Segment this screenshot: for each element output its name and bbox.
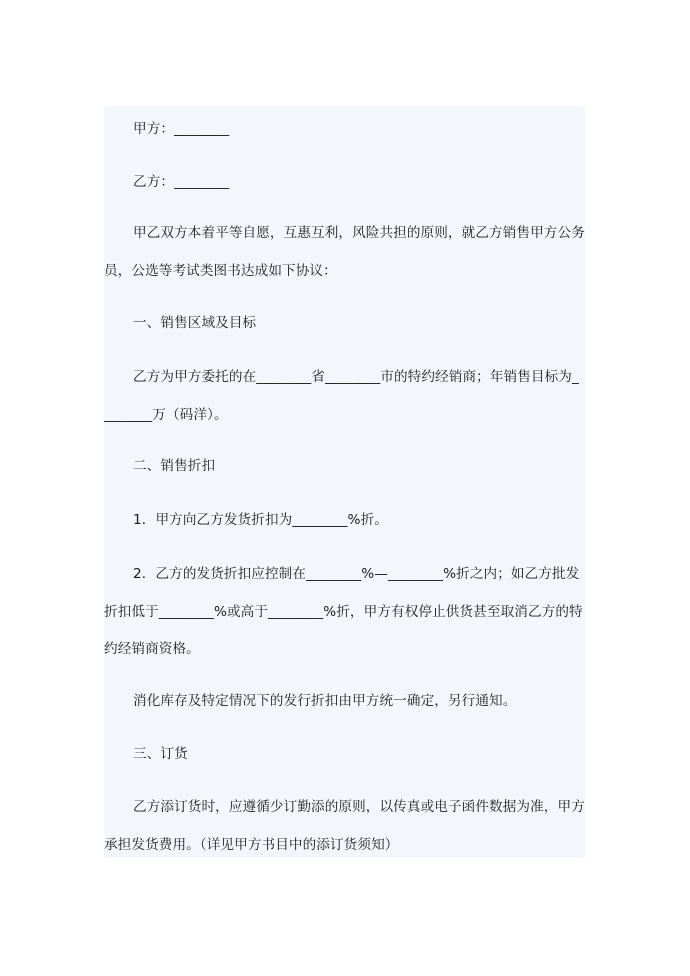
section-3-heading: 三、订货 [133,746,188,762]
party-a-line: 甲方：________ [133,121,230,137]
preamble-paragraph: 甲乙双方本着平等自愿，互惠互利，风险共担的原则，就乙方销售甲方公务员，公选等考试类图书达成如下协议： [104,225,585,279]
section-2-item-2: 2．乙方的发货折扣应控制在________%—________%折之内；如乙方批发折扣低于________%或高于________%折，甲方有权停止供货甚至取消乙方的特约经销商资格。 [104,566,583,657]
section-1-body: 乙方为甲方委托的在________省________市的特约经销商；年销售目标为________万（码洋）。 [104,369,579,423]
section-2-heading: 二、销售折扣 [133,458,216,474]
section-2-item-1: 1．甲方向乙方发货折扣为________%折。 [133,512,388,528]
section-1-heading: 一、销售区域及目标 [133,315,257,331]
party-b-line: 乙方：________ [133,174,230,190]
section-2-note: 消化库存及特定情况下的发行折扣由甲方统一确定，另行通知。 [133,693,517,709]
section-3-body: 乙方添订货时，应遵循少订勤添的原则，以传真或电子函件数据为准，甲方承担发货费用。（详见甲方书目中的添订货须知） [104,799,585,853]
